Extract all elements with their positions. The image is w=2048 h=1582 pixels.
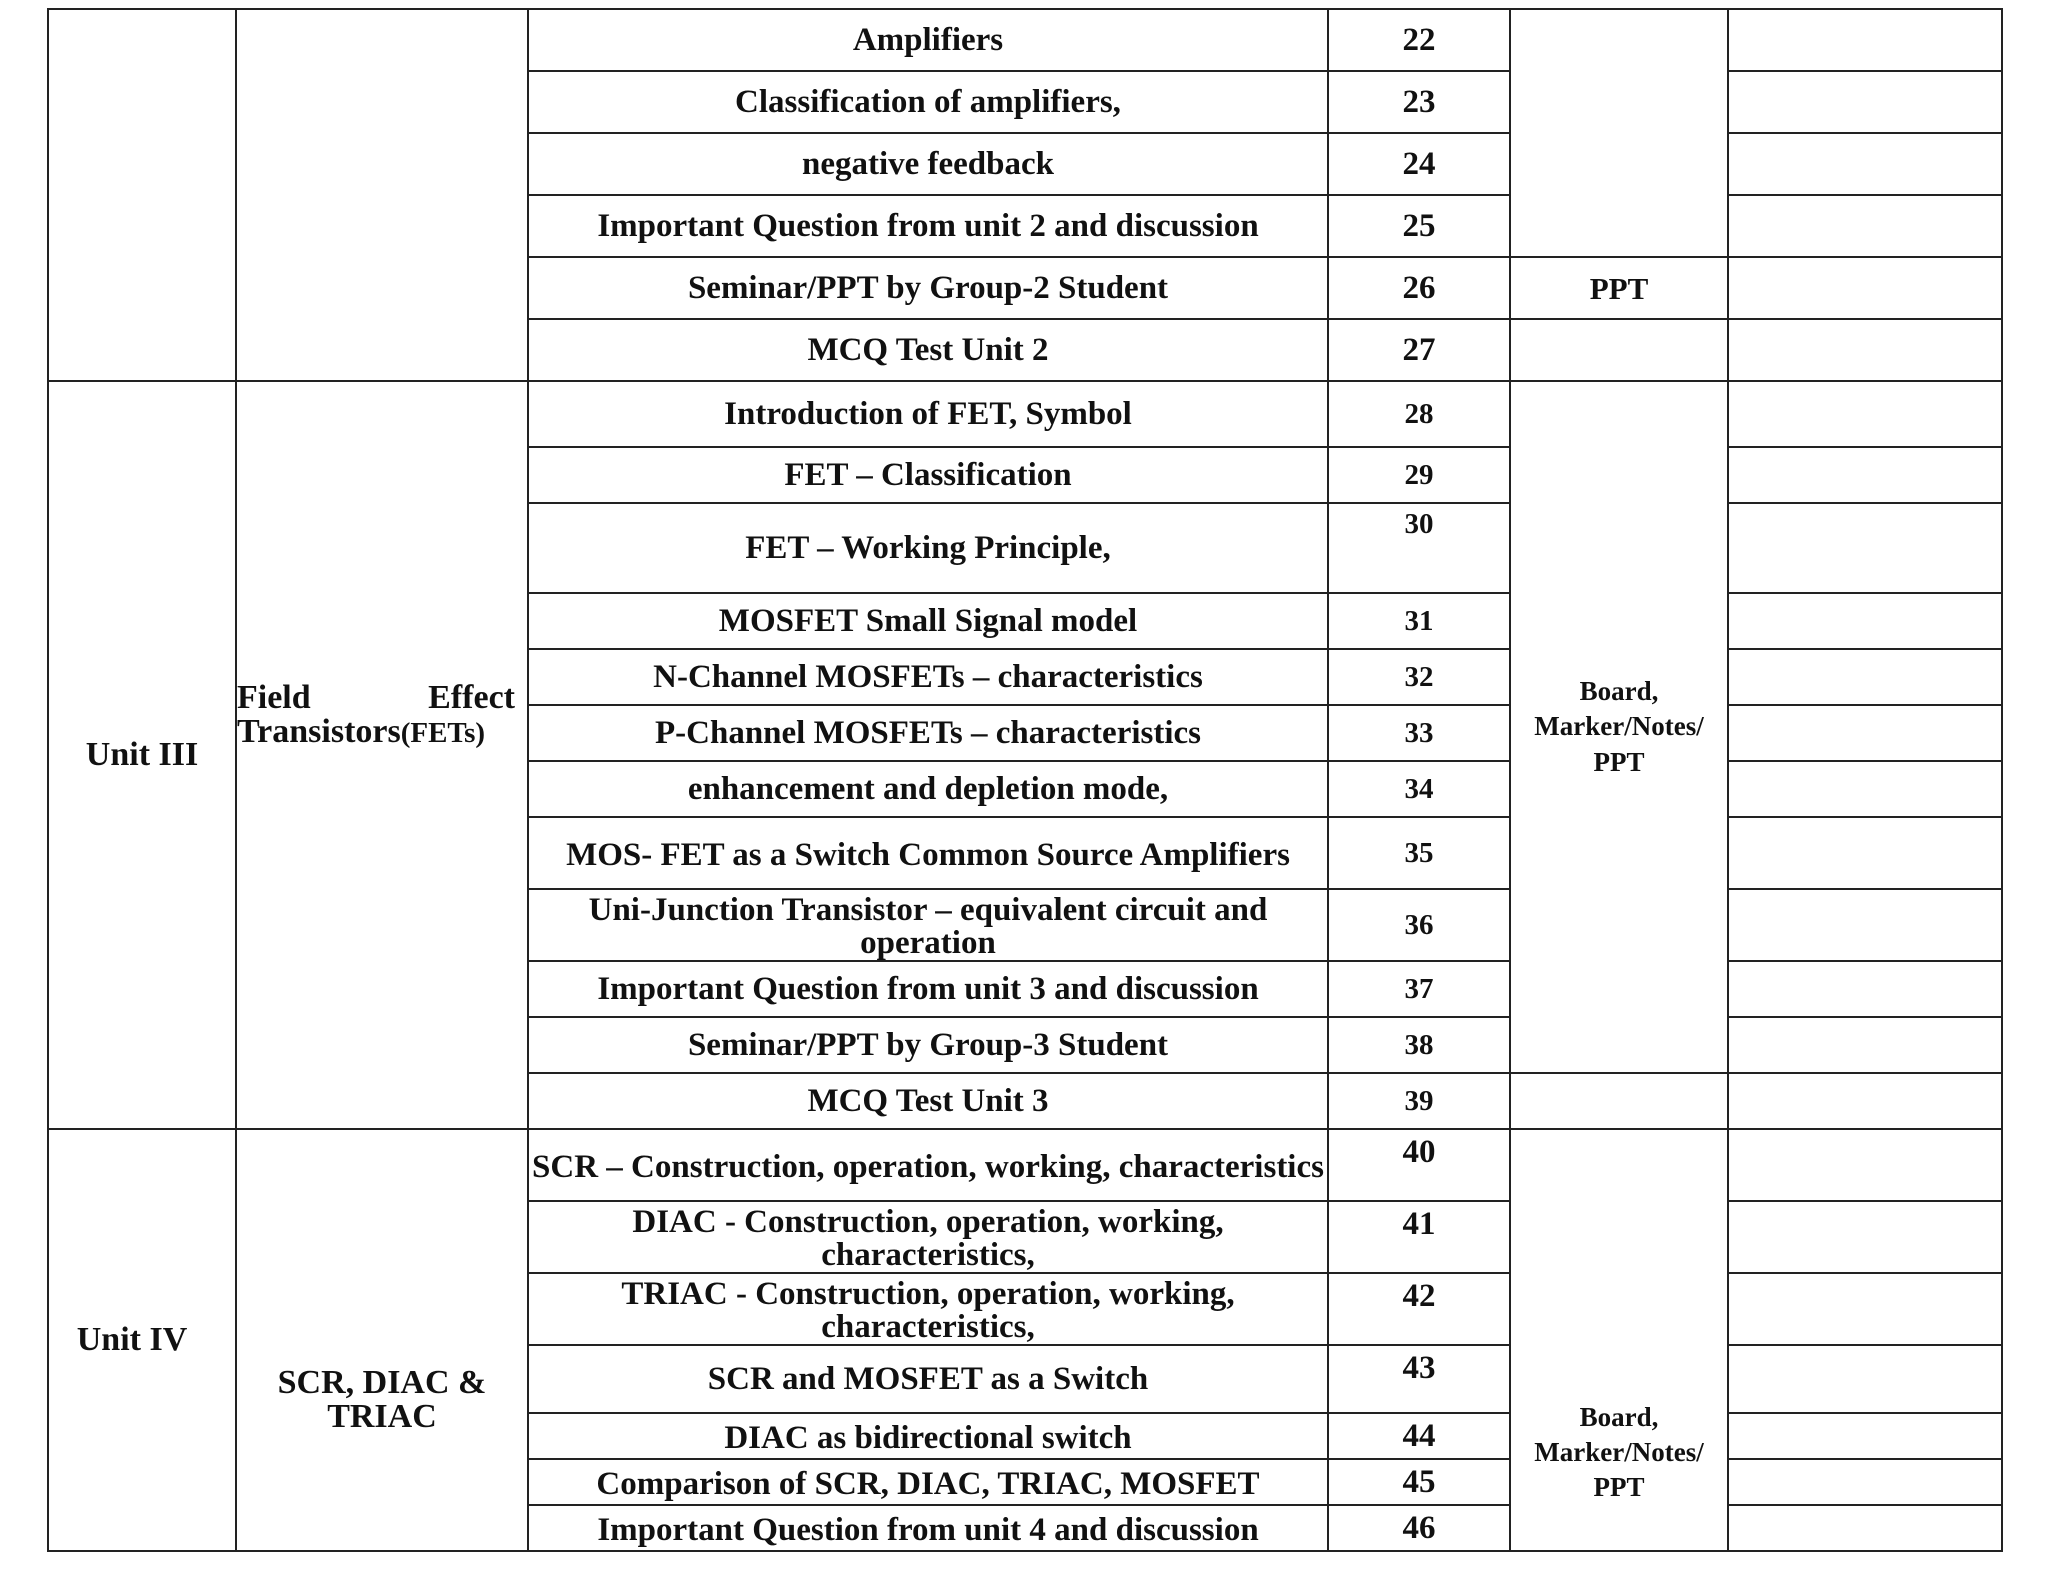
lecture-number: 42 [1328, 1273, 1510, 1345]
table-row [48, 381, 2002, 447]
remarks-cell [1728, 1073, 2002, 1129]
lecture-number: 43 [1328, 1345, 1510, 1413]
lecture-number: 22 [1328, 9, 1510, 71]
topic-cell: N-Channel MOSFETs – characteristics [528, 649, 1328, 705]
topic-cell: Uni-Junction Transistor – equivalent circuit and operation [528, 889, 1328, 961]
remarks-cell [1728, 1273, 2002, 1345]
topic-cell: Comparison of SCR, DIAC, TRIAC, MOSFET [528, 1459, 1328, 1505]
unit-cell [48, 9, 236, 381]
method-cell [1510, 1073, 1728, 1129]
topic-cell: Classification of amplifiers, [528, 71, 1328, 133]
topic-cell: FET – Working Principle, [528, 503, 1328, 593]
topic-cell: P-Channel MOSFETs – characteristics [528, 705, 1328, 761]
remarks-cell [1728, 71, 2002, 133]
topic-cell: MOSFET Small Signal model [528, 593, 1328, 649]
lecture-number: 45 [1328, 1459, 1510, 1505]
lecture-number: 26 [1328, 257, 1510, 319]
remarks-cell [1728, 257, 2002, 319]
lecture-number: 33 [1328, 705, 1510, 761]
lecture-number: 29 [1328, 447, 1510, 503]
remarks-cell [1728, 705, 2002, 761]
remarks-cell [1728, 1459, 2002, 1505]
method-cell: Board, Marker/Notes/ PPT [1510, 381, 1728, 1073]
lecture-number: 44 [1328, 1413, 1510, 1459]
remarks-cell [1728, 761, 2002, 817]
unit-title [236, 381, 528, 1129]
method-cell [1510, 319, 1728, 381]
method-cell: PPT [1510, 257, 1728, 319]
unit-title-main: Field Effect Transistors [237, 679, 515, 750]
topic-cell: FET – Classification [528, 447, 1328, 503]
remarks-cell [1728, 1505, 2002, 1551]
lesson-plan-table [47, 8, 2003, 1552]
topic-cell: MOS- FET as a Switch Common Source Amplifiers [528, 817, 1328, 889]
lecture-number: 27 [1328, 319, 1510, 381]
topic-cell: SCR – Construction, operation, working, characteristics [528, 1129, 1328, 1201]
lecture-number: 37 [1328, 961, 1510, 1017]
remarks-cell [1728, 447, 2002, 503]
table-row [48, 1129, 2002, 1201]
topic-cell: DIAC - Construction, operation, working, characteristics, [528, 1201, 1328, 1273]
topic-cell: Important Question from unit 4 and discussion [528, 1505, 1328, 1551]
remarks-cell [1728, 1345, 2002, 1413]
unit-title-suffix: (FETs) [400, 717, 486, 749]
topic-cell: negative feedback [528, 133, 1328, 195]
method-cell [1510, 9, 1728, 257]
remarks-cell [1728, 1017, 2002, 1073]
lecture-number: 24 [1328, 133, 1510, 195]
unit-label: Unit III [48, 381, 236, 1129]
lecture-number: 32 [1328, 649, 1510, 705]
method-cell: Board, Marker/Notes/ PPT [1510, 1129, 1728, 1551]
remarks-cell [1728, 195, 2002, 257]
lecture-number: 35 [1328, 817, 1510, 889]
unit-label: Unit IV [48, 1129, 236, 1551]
remarks-cell [1728, 817, 2002, 889]
topic-cell: Seminar/PPT by Group-3 Student [528, 1017, 1328, 1073]
topic-cell: TRIAC - Construction, operation, working, characteristics, [528, 1273, 1328, 1345]
remarks-cell [1728, 649, 2002, 705]
remarks-cell [1728, 133, 2002, 195]
remarks-cell [1728, 1413, 2002, 1459]
lecture-number: 46 [1328, 1505, 1510, 1551]
remarks-cell [1728, 1129, 2002, 1201]
topic-cell: enhancement and depletion mode, [528, 761, 1328, 817]
topic-cell: MCQ Test Unit 3 [528, 1073, 1328, 1129]
topic-cell: Important Question from unit 2 and discussion [528, 195, 1328, 257]
table-row [48, 9, 2002, 71]
lecture-number: 36 [1328, 889, 1510, 961]
remarks-cell [1728, 9, 2002, 71]
lecture-number: 30 [1328, 503, 1510, 593]
lecture-number: 25 [1328, 195, 1510, 257]
topic-cell: Amplifiers [528, 9, 1328, 71]
remarks-cell [1728, 593, 2002, 649]
lecture-number: 31 [1328, 593, 1510, 649]
remarks-cell [1728, 961, 2002, 1017]
lecture-number: 34 [1328, 761, 1510, 817]
unit-title-cell [236, 9, 528, 381]
unit-title: SCR, DIAC & TRIAC [236, 1129, 528, 1551]
remarks-cell [1728, 1201, 2002, 1273]
topic-cell: Introduction of FET, Symbol [528, 381, 1328, 447]
lecture-number: 40 [1328, 1129, 1510, 1201]
lecture-number: 38 [1328, 1017, 1510, 1073]
lecture-number: 39 [1328, 1073, 1510, 1129]
remarks-cell [1728, 319, 2002, 381]
lecture-number: 23 [1328, 71, 1510, 133]
topic-cell: Important Question from unit 3 and discussion [528, 961, 1328, 1017]
topic-cell: Seminar/PPT by Group-2 Student [528, 257, 1328, 319]
remarks-cell [1728, 381, 2002, 447]
lecture-number: 41 [1328, 1201, 1510, 1273]
remarks-cell [1728, 889, 2002, 961]
remarks-cell [1728, 503, 2002, 593]
topic-cell: DIAC as bidirectional switch [528, 1413, 1328, 1459]
topic-cell: SCR and MOSFET as a Switch [528, 1345, 1328, 1413]
lecture-number: 28 [1328, 381, 1510, 447]
topic-cell: MCQ Test Unit 2 [528, 319, 1328, 381]
